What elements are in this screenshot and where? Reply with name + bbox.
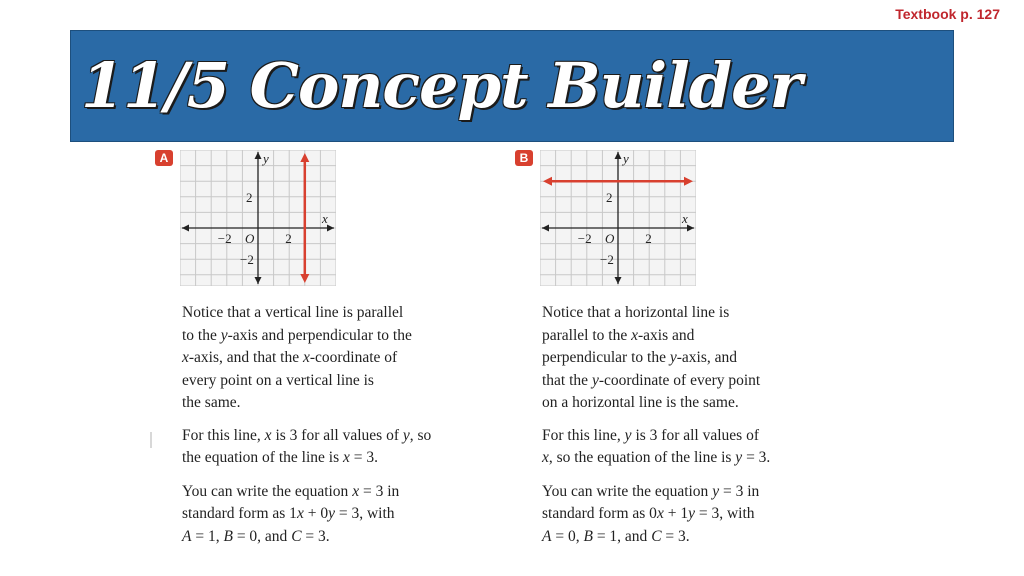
panel-a-paragraph-2: For this line, x is 3 for all values of y, so the equation of the line is x = 3.	[182, 426, 432, 466]
graph-b-svg	[540, 150, 696, 286]
y-tick-label-2: 2	[246, 189, 253, 205]
title-banner	[70, 30, 954, 142]
graph-a-svg	[180, 150, 336, 286]
x-axis-label: x	[682, 211, 688, 226]
panel-b-paragraph-1: Notice that a horizontal line is parallel to the x-axis and perpendicular to the y-axis, and that the y-coordinate of every point on a horizontal line is the same.	[542, 304, 761, 411]
x-tick-label-neg2: −2	[217, 231, 232, 246]
x-tick-label-2: 2	[645, 231, 652, 246]
x-tick-label-2: 2	[285, 231, 292, 246]
panel-b-label: B	[515, 150, 533, 166]
graph-b	[540, 150, 696, 291]
y-tick-label-2: 2	[606, 189, 613, 205]
x-axis-label: x	[322, 211, 328, 226]
y-tick-label-neg2: −2	[240, 252, 254, 268]
panel-a-paragraph-3: You can write the equation x = 3 in standard form as 1x + 0y = 3, with A = 1, B = 0, and C = 3.	[182, 482, 400, 545]
panel-a-label: A	[155, 150, 173, 166]
panel-a-text	[182, 302, 482, 559]
page-title: 11/5 Concept Builder	[81, 49, 802, 122]
origin-label: O	[245, 231, 255, 246]
y-axis-label: y	[263, 151, 269, 166]
graph-a	[180, 150, 336, 291]
y-axis-label: y	[623, 151, 629, 166]
panel-a-paragraph-1: Notice that a vertical line is parallel to the y-axis and perpendicular to the x-axis, and that the x-coordinate of every point on a vertical line is the same.	[182, 304, 412, 411]
origin-label: O	[605, 231, 615, 246]
panel-b-paragraph-2: For this line, y is 3 for all values of x, so the equation of the line is y = 3.	[542, 426, 771, 466]
panel-b-paragraph-3: You can write the equation y = 3 in standard form as 0x + 1y = 3, with A = 0, B = 1, and C = 3.	[542, 482, 760, 545]
textbook-page-reference: Textbook p. 127	[895, 6, 1000, 22]
margin-mark	[150, 432, 152, 448]
panel-b-text	[542, 302, 842, 559]
x-tick-label-neg2: −2	[577, 231, 592, 246]
y-tick-label-neg2: −2	[600, 252, 614, 268]
